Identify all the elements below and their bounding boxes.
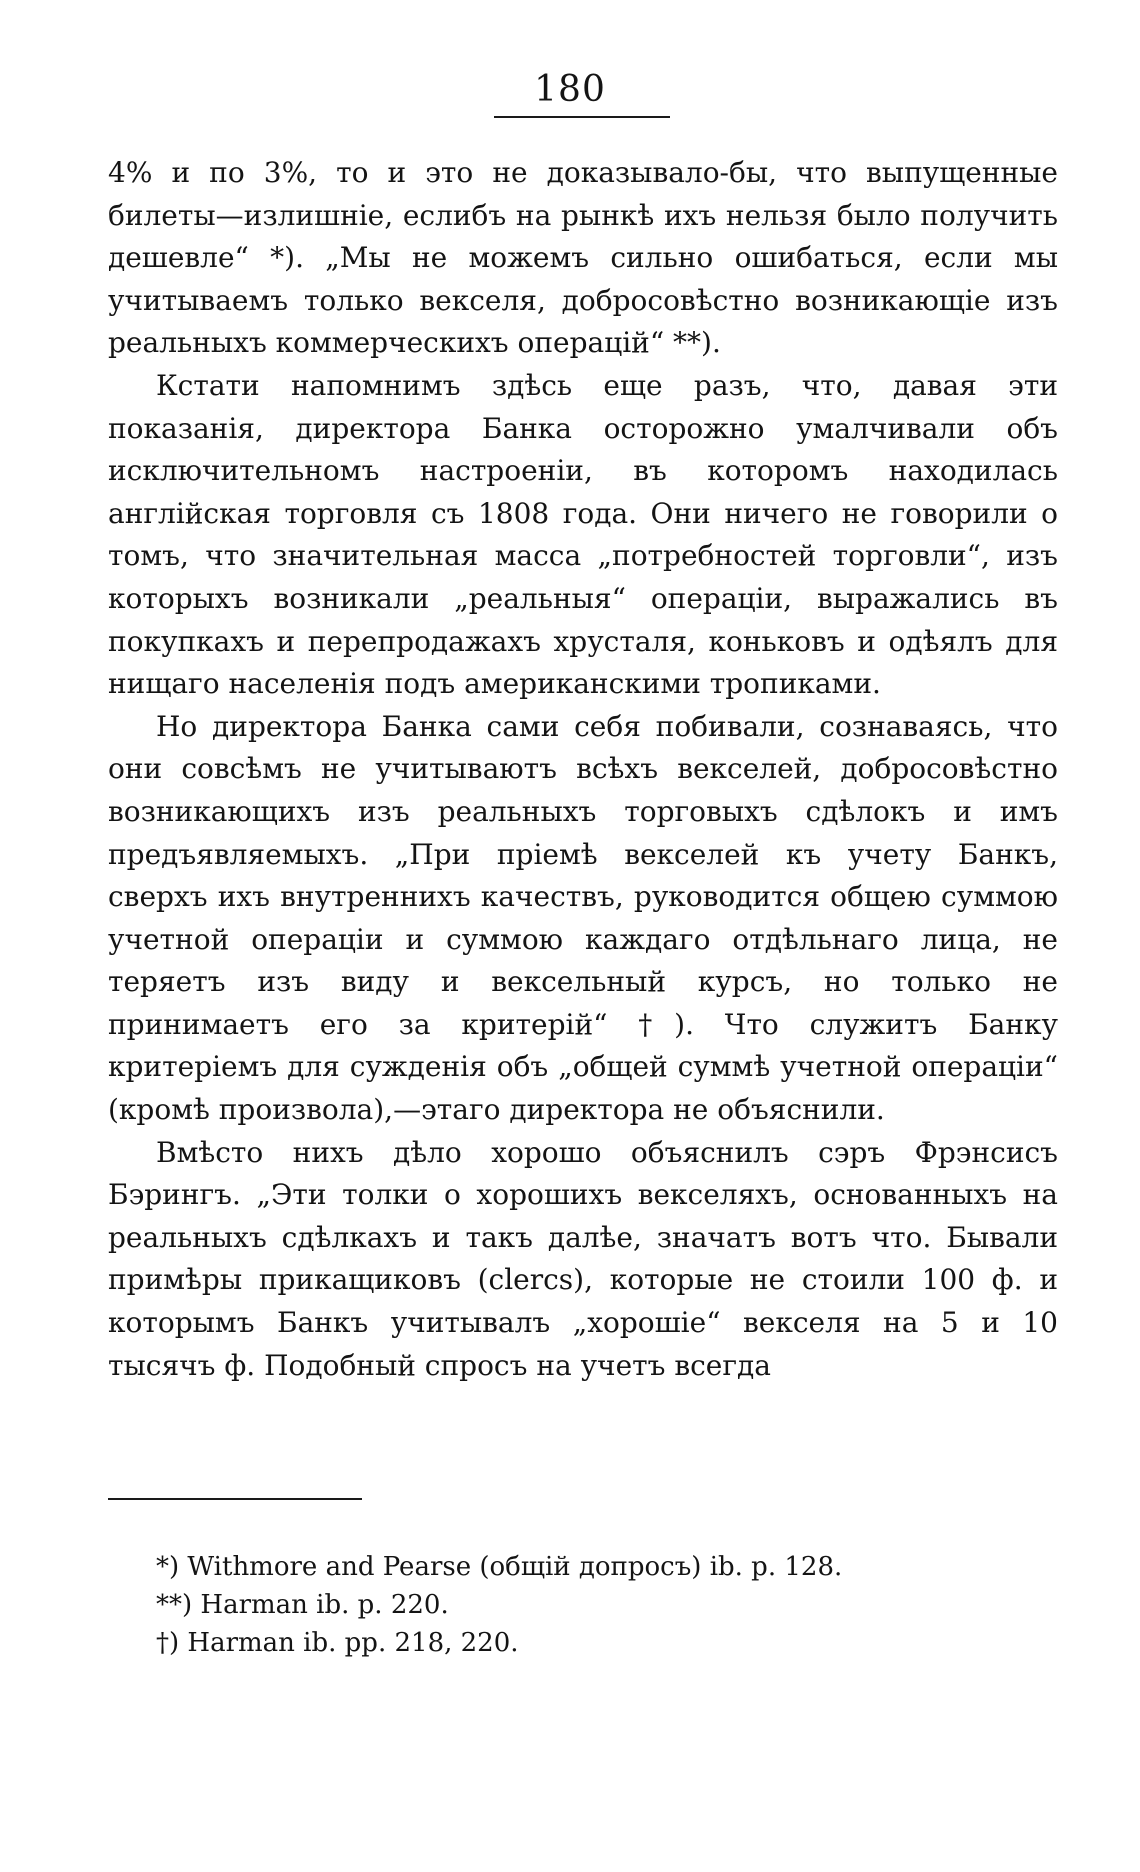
footnote-rule	[108, 1498, 362, 1500]
footnote-2: **) Harman ib. p. 220.	[156, 1590, 449, 1620]
footnotes	[156, 1548, 1056, 1662]
footnote-3: †) Harman ib. pp. 218, 220.	[156, 1628, 519, 1658]
paragraph-3: Но директора Банка сами себя побивали, сознаваясь, что они совсѣмъ не учитываютъ всѣхъ векселей, добросовѣстно возникающихъ изъ реальныхъ торговыхъ сдѣлокъ и имъ предъявляемыхъ. „При прiемѣ векселей къ учету Банкъ, сверхъ ихъ внутреннихъ качествъ, руководится общею суммою учетной операцiи и суммою каждаго отдѣльнаго лица, не теряетъ изъ виду и вексельный курсъ, но только не принимаетъ его за критерiй“ †). Что служитъ Банку критерiемъ для сужденiя объ „общей суммѣ учетной операцiи“ (кромѣ произвола),—этаго директора не объяснили.	[108, 709, 1058, 1127]
page-number: 180	[534, 69, 606, 110]
paragraph-2: Кстати напомнимъ здѣсь еще разъ, что, давая эти показанiя, директора Банка осторожно умалчивали объ исключительномъ настроенiи, въ которомъ находилась англiйская торговля съ 1808 года. Они ничего не говорили о томъ, что значительная масса „потребностей торговли“, изъ которыхъ возникали „реальныя“ операцiи, выражались въ покупкахъ и перепродажахъ хрусталя, коньковъ и одѣялъ для нищаго населенiя подъ американскими тропиками.	[108, 368, 1058, 701]
footnote-1: *) Withmore and Pearse (общiй допросъ) ib. p. 128.	[156, 1552, 843, 1582]
paragraph-4: Вмѣсто нихъ дѣло хорошо объяснилъ сэръ Фрэнсисъ Бэрингъ. „Эти толки о хорошихъ векселяхъ, основанныхъ на реальныхъ сдѣлкахъ и такъ далѣе, значатъ вотъ что. Бывали примѣры прикащиковъ (clercs), которые не стоили 100 ф. и которымъ Банкъ учитывалъ „хорошiе“ векселя на 5 и 10 тысячъ ф. Подобный спросъ на учетъ всегда	[108, 1135, 1058, 1382]
body-text	[108, 152, 1058, 1387]
paragraph-1: 4% и по 3%, то и это не доказывало-бы, что выпущенные билеты—излишнiе, еслибъ на рынкѣ ихъ нельзя было получить дешевле“ *). „Мы не можемъ сильно ошибаться, если мы учитываемъ только векселя, добросовѣстно возникающiе изъ реальныхъ коммерческихъ операцiй“ **).	[108, 156, 1058, 360]
header-rule	[494, 116, 670, 118]
